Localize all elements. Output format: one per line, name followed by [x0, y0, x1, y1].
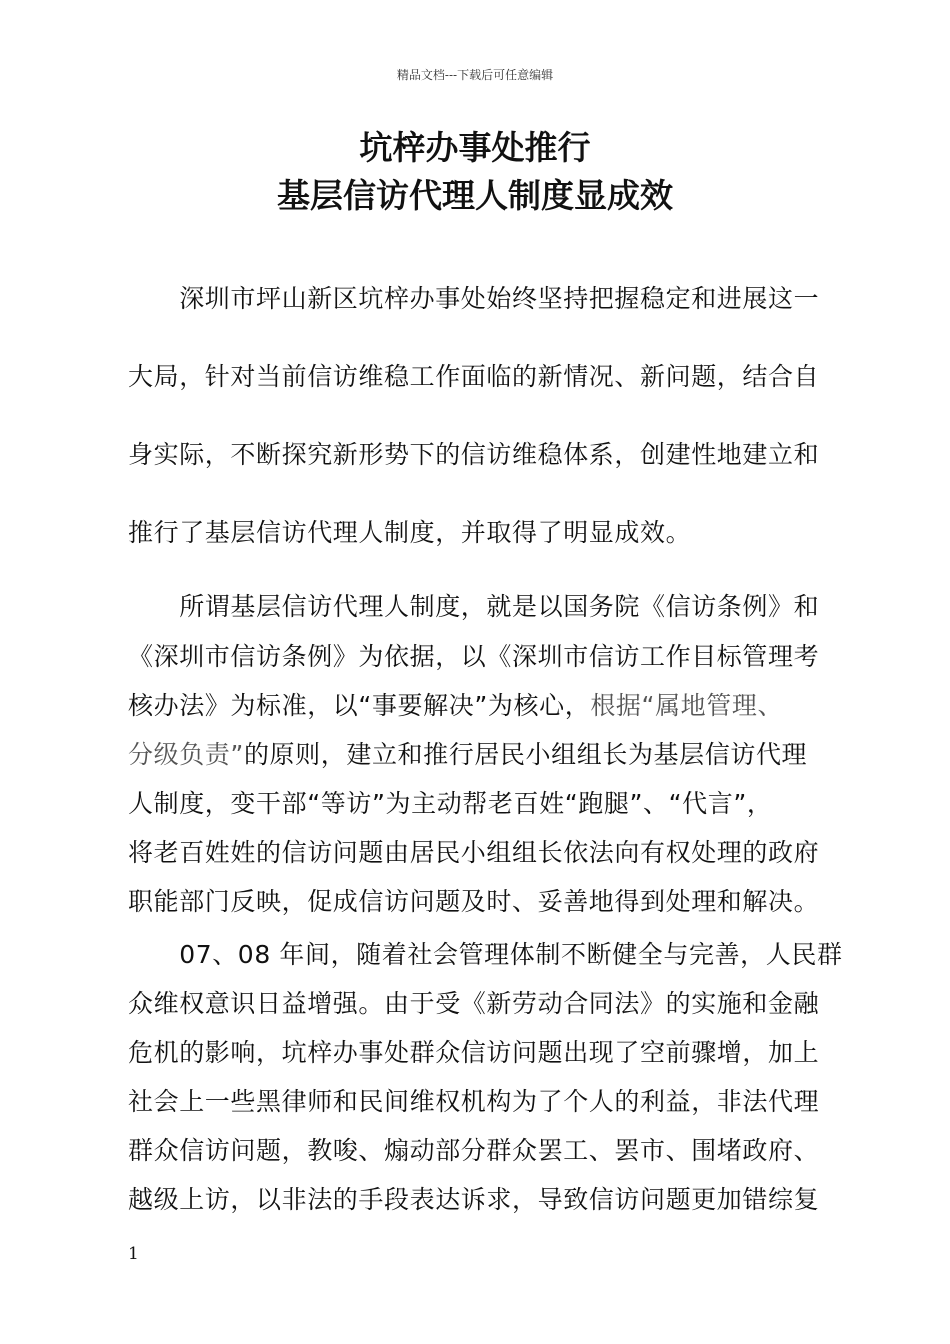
paragraph-2-line-7: 职能部门反映，促成信访问题及时、妥善地得到处理和解决。: [128, 887, 820, 916]
page-number: 1: [128, 1244, 139, 1264]
page-header: 精品文档---下载后可任意编辑: [396, 68, 554, 82]
paragraph-3-line-5: 群众信访问题，教唆、煽动部分群众罢工、罢市、围堵政府、: [128, 1136, 820, 1165]
paragraph-2-line-1: 所谓基层信访代理人制度，就是以国务院《信访条例》和: [128, 592, 820, 621]
title-line-1: 坑梓办事处推行: [359, 128, 591, 167]
line-text-black: 的原则，建立和推行居民小组组长为基层信访代理: [243, 740, 808, 769]
document-title: [0, 124, 950, 220]
line-text-black: 核办法》为标准，以“事要解决”为核心，: [128, 691, 591, 720]
paragraph-2-line-4: [128, 738, 838, 772]
paragraph-3-line-1: 07、08 年间，随着社会管理体制不断健全与完善，人民群: [128, 940, 843, 969]
title-line-2: 基层信访代理人制度显成效: [277, 176, 673, 215]
paragraph-3-line-3: 危机的影响，坑梓办事处群众信访问题出现了空前骤增，加上: [128, 1038, 820, 1067]
paragraph-3-line-4: 社会上一些黑律师和民间维权机构为了个人的利益，非法代理: [128, 1087, 820, 1116]
paragraph-3-line-6: 越级上访，以非法的手段表达诉求，导致信访问题更加错综复: [128, 1185, 820, 1214]
paragraph-2-line-3: [128, 689, 838, 723]
paragraph-1-line-3: 身实际，不断探究新形势下的信访维稳体系，创建性地建立和: [128, 440, 820, 469]
paragraph-1-line-1: 深圳市坪山新区坑梓办事处始终坚持把握稳定和进展这一: [128, 284, 820, 313]
line-text-gray: 根据“属地管理、: [590, 691, 784, 720]
line-text-gray: 分级负责”: [128, 740, 244, 769]
paragraph-2-line-6: 将老百姓姓的信访问题由居民小组组长依法向有权处理的政府: [128, 838, 820, 867]
paragraph-2-line-2: 《深圳市信访条例》为依据，以《深圳市信访工作目标管理考: [128, 642, 820, 671]
paragraph-1-line-4: 推行了基层信访代理人制度，并取得了明显成效。: [128, 518, 692, 547]
paragraph-1-line-2: 大局，针对当前信访维稳工作面临的新情况、新问题，结合自: [128, 362, 820, 391]
paragraph-3-line-2: 众维权意识日益增强。由于受《新劳动合同法》的实施和金融: [128, 989, 820, 1018]
paragraph-2-line-5: 人制度，变干部“等访”为主动帮老百姓“跑腿”、“代言”，: [128, 789, 773, 818]
